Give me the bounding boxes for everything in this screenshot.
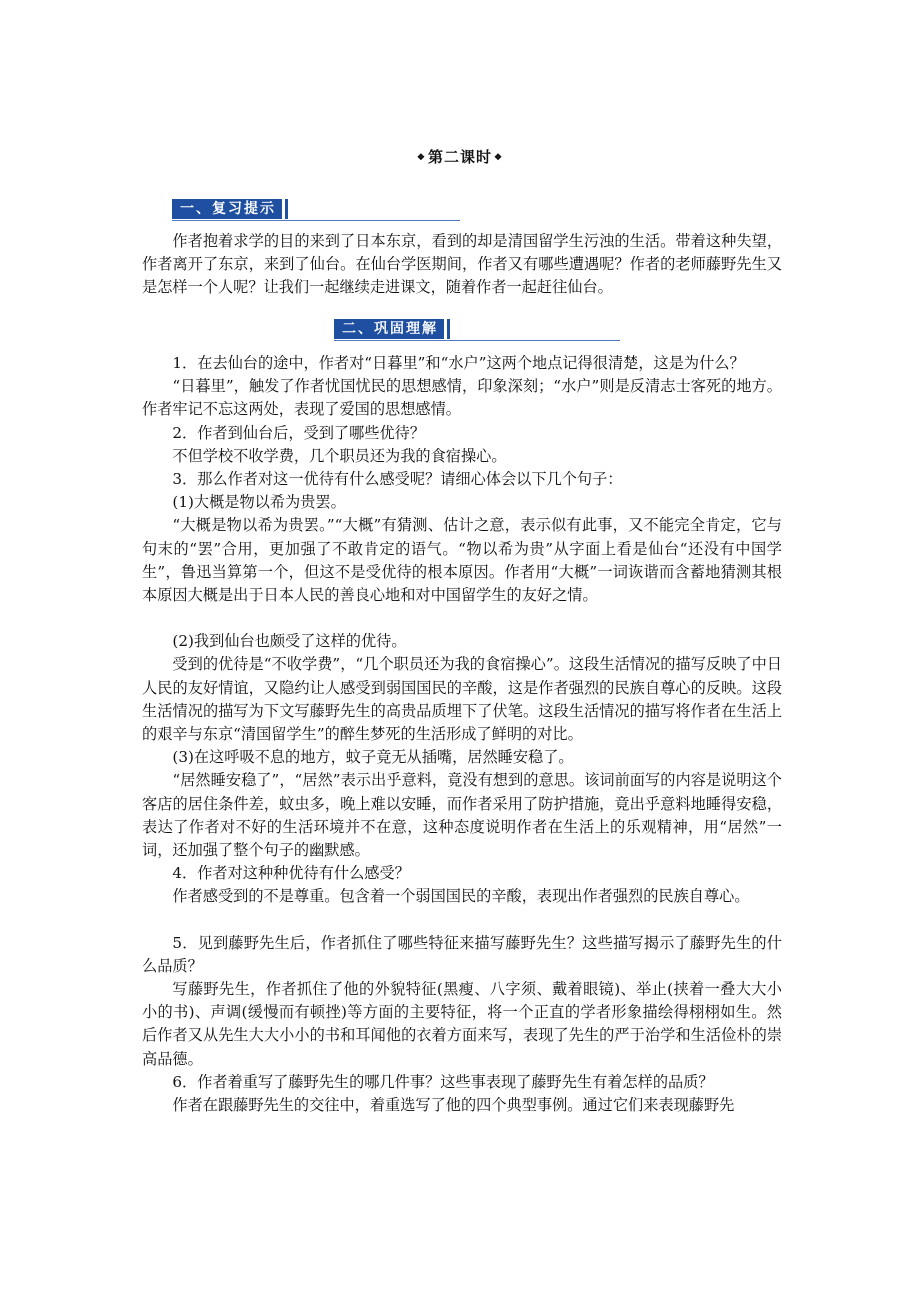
question-4: 4．作者对这种种优待有什么感受？ xyxy=(172,864,410,883)
banner-underline xyxy=(334,340,620,341)
analysis-3-1: “大概是物以希为贵罢。”“大概”有猜测、估计之意，表示似有此事，又不能完全肯定，它与句末的“罢”合用，更加强了不敢肯定的语气。“物以希为贵”从字面上看是仙台“还没有中国学生”，鲁迅当算第一个，但这不是受优待的根本原因。作者用“大概”一词诙谐而含蓄地猜测其根本原因大概是出于日本人民的善良心地和对中国留学生的友好之情。 xyxy=(142,516,782,605)
sentence-3-1: (1)大概是物以希为贵罢。 xyxy=(172,493,346,512)
section-banner-review xyxy=(172,199,288,219)
section-label-consolidate: 二、巩固理解 xyxy=(334,319,444,339)
section-label-review: 一、复习提示 xyxy=(172,199,282,219)
question-3: 3．那么作者对这一优待有什么感受呢？请细心体会以下几个句子： xyxy=(172,470,623,489)
lesson-title-text: 第二课时 xyxy=(427,148,492,166)
section-banner-consolidate xyxy=(334,319,450,339)
analysis-3-2: 受到的优待是“不收学费”，“几个职员还为我的食宿操心”。这段生活情况的描写反映了中日人民的友好情谊，又隐约让人感受到弱国国民的辛酸，这是作者强烈的民族自尊心的反映。这段生活情况的描写为下文写藤野先生的高贵品质埋下了伏笔。这段生活情况的描写将作者在生活上的艰辛与东京“清国留学生”的醉生梦死的生活形成了鲜明的对比。 xyxy=(142,655,782,744)
answer-1: “日暮里”，触发了作者忧国忧民的思想感情，印象深刻；“水户”则是反清志士客死的地方。作者牢记不忘这两处，表现了爱国的思想感情。 xyxy=(142,377,782,419)
question-6: 6．作者着重写了藤野先生的哪几件事？这些事表现了藤野先生有着怎样的品质？ xyxy=(172,1072,714,1091)
answer-6: 作者在跟藤野先生的交往中，着重选写了他的四个典型事例。通过它们来表现藤野先 xyxy=(172,1096,735,1115)
analysis-3-3: “居然睡安稳了”，“居然”表示出乎意料，竟没有想到的意思。该词前面写的内容是说明这个客店的居住条件差，蚊虫多，晚上难以安睡，而作者采用了防护措施，竟出乎意料地睡得安稳，表达了作者对不好的生活环境并不在意，这种态度说明作者在生活上的乐观精神，用“居然”一词，还加强了整个句子的幽默感。 xyxy=(142,771,782,860)
answer-5: 写藤野先生，作者抓住了他的外貌特征(黑瘦、八字须、戴着眼镜)、举止(挟着一叠大大小小的书)、声调(缓慢而有顿挫)等方面的主要特征，将一个正直的学者形象描绘得栩栩如生。然后作者又从先生大大小小的书和耳闻他的衣着方面来写，表现了先生的严于治学和生活俭朴的崇高品德。 xyxy=(142,980,782,1068)
review-content xyxy=(142,230,782,300)
question-1: 1．在去仙台的途中，作者对“日暮里”和“水户”这两个地点记得很清楚，这是为什么？ xyxy=(172,354,745,372)
question-5: 5．见到藤野先生后，作者抓住了哪些特征来描写藤野先生？这些描写揭示了藤野先生的什么品质？ xyxy=(142,933,782,975)
ornament-left-icon: ❖ xyxy=(416,153,426,163)
lesson-title xyxy=(0,146,920,167)
banner-underline xyxy=(172,220,460,221)
ornament-right-icon: ❖ xyxy=(494,153,504,163)
sentence-3-3: (3)在这呼吸不息的地方，蚊子竟无从插嘴，居然睡安稳了。 xyxy=(172,748,574,767)
answer-2: 不但学校不收学费，几个职员还为我的食宿操心。 xyxy=(172,446,507,465)
banner-bar xyxy=(447,319,450,339)
review-paragraph: 作者抱着求学的目的来到了日本东京，看到的却是清国留学生污浊的生活。带着这种失望，作者离开了东京，来到了仙台。在仙台学医期间，作者又有哪些遭遇呢？作者的老师藤野先生又是怎样一个人呢？让我们一起继续走进课文，随着作者一起赶往仙台。 xyxy=(142,232,782,297)
sentence-3-2: (2)我到仙台也颇受了这样的优待。 xyxy=(172,632,407,651)
question-2: 2．作者到仙台后，受到了哪些优待？ xyxy=(172,423,426,442)
answer-4: 作者感受到的不是尊重。包含着一个弱国国民的辛酸，表现出作者强烈的民族自尊心。 xyxy=(172,887,750,906)
banner-bar xyxy=(285,199,288,219)
qa-content xyxy=(142,352,782,1117)
